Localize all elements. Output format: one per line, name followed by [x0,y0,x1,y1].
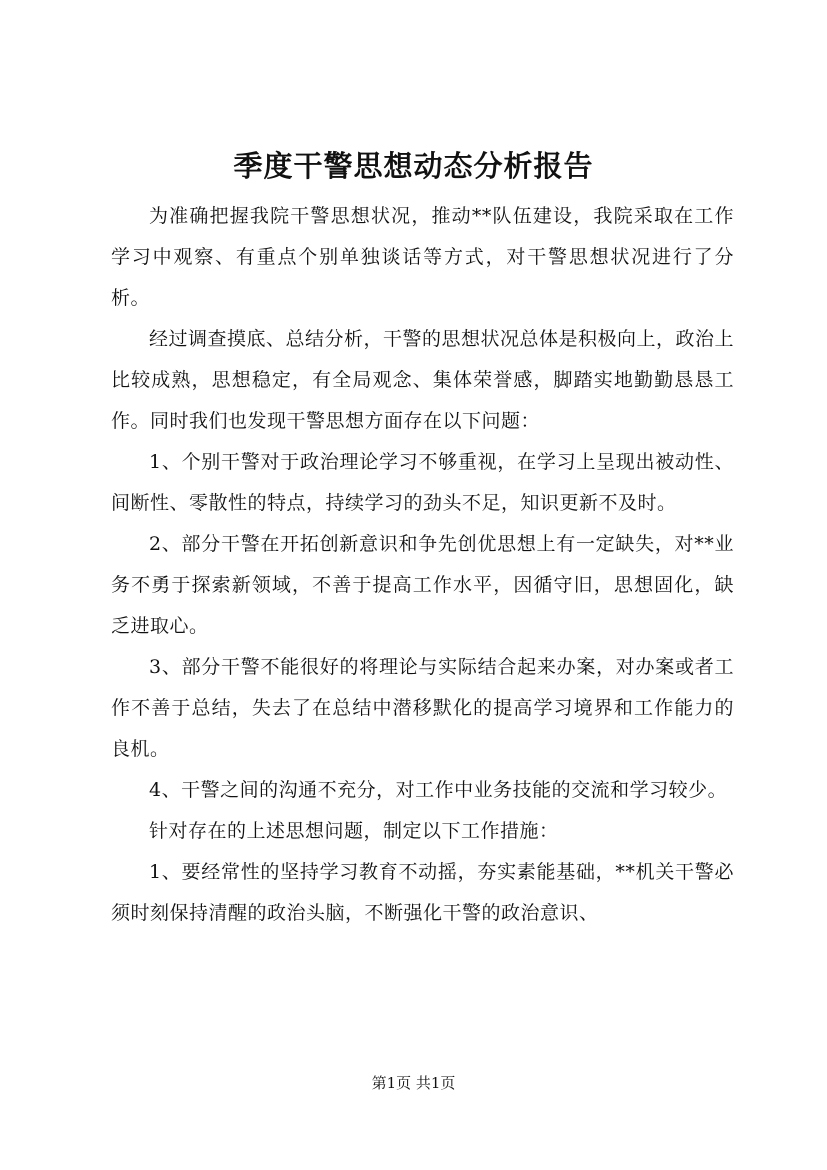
paragraph-summary: 经过调查摸底、总结分析，干警的思想状况总体是积极向上，政治上比较成熟，思想稳定，有全局观念、集体荣誉感，脚踏实地勤勤恳恳工作。同时我们也发现干警思想方面存在以下问题： [111,328,735,432]
paragraph-issue-2: 2、部分干警在开拓创新意识和争先创优思想上有一定缺失，对**业务不勇于探索新领域，不善于提高工作水平，因循守旧，思想固化，缺乏进取心。 [111,533,734,637]
document-title: 季度干警思想动态分析报告 [233,149,594,183]
paragraph-measures-intro: 针对存在的上述思想问题，制定以下工作措施： [149,820,559,842]
paragraph-issue-1: 1、个别干警对于政治理论学习不够重视，在学习上呈现出被动性、间断性、零散性的特点，持续学习的劲头不足，知识更新不及时。 [111,451,734,514]
page-footer: 第1页 共1页 [371,1074,456,1092]
paragraph-issue-4: 4、干警之间的沟通不充分，对工作中业务技能的交流和学习较少。 [149,779,728,801]
paragraph-issue-3: 3、部分干警不能很好的将理论与实际结合起来办案，对办案或者工作不善于总结，失去了在总结中潜移默化的提高学习境界和工作能力的良机。 [111,656,734,760]
document-body [111,196,734,934]
paragraph-measure-1: 1、要经常性的坚持学习教育不动摇，夯实素能基础，**机关干警必须时刻保持清醒的政治头脑，不断强化干警的政治意识、 [111,861,734,924]
paragraph-intro: 为准确把握我院干警思想状况，推动**队伍建设，我院采取在工作学习中观察、有重点个别单独谈话等方式，对干警思想状况进行了分析。 [111,205,734,309]
